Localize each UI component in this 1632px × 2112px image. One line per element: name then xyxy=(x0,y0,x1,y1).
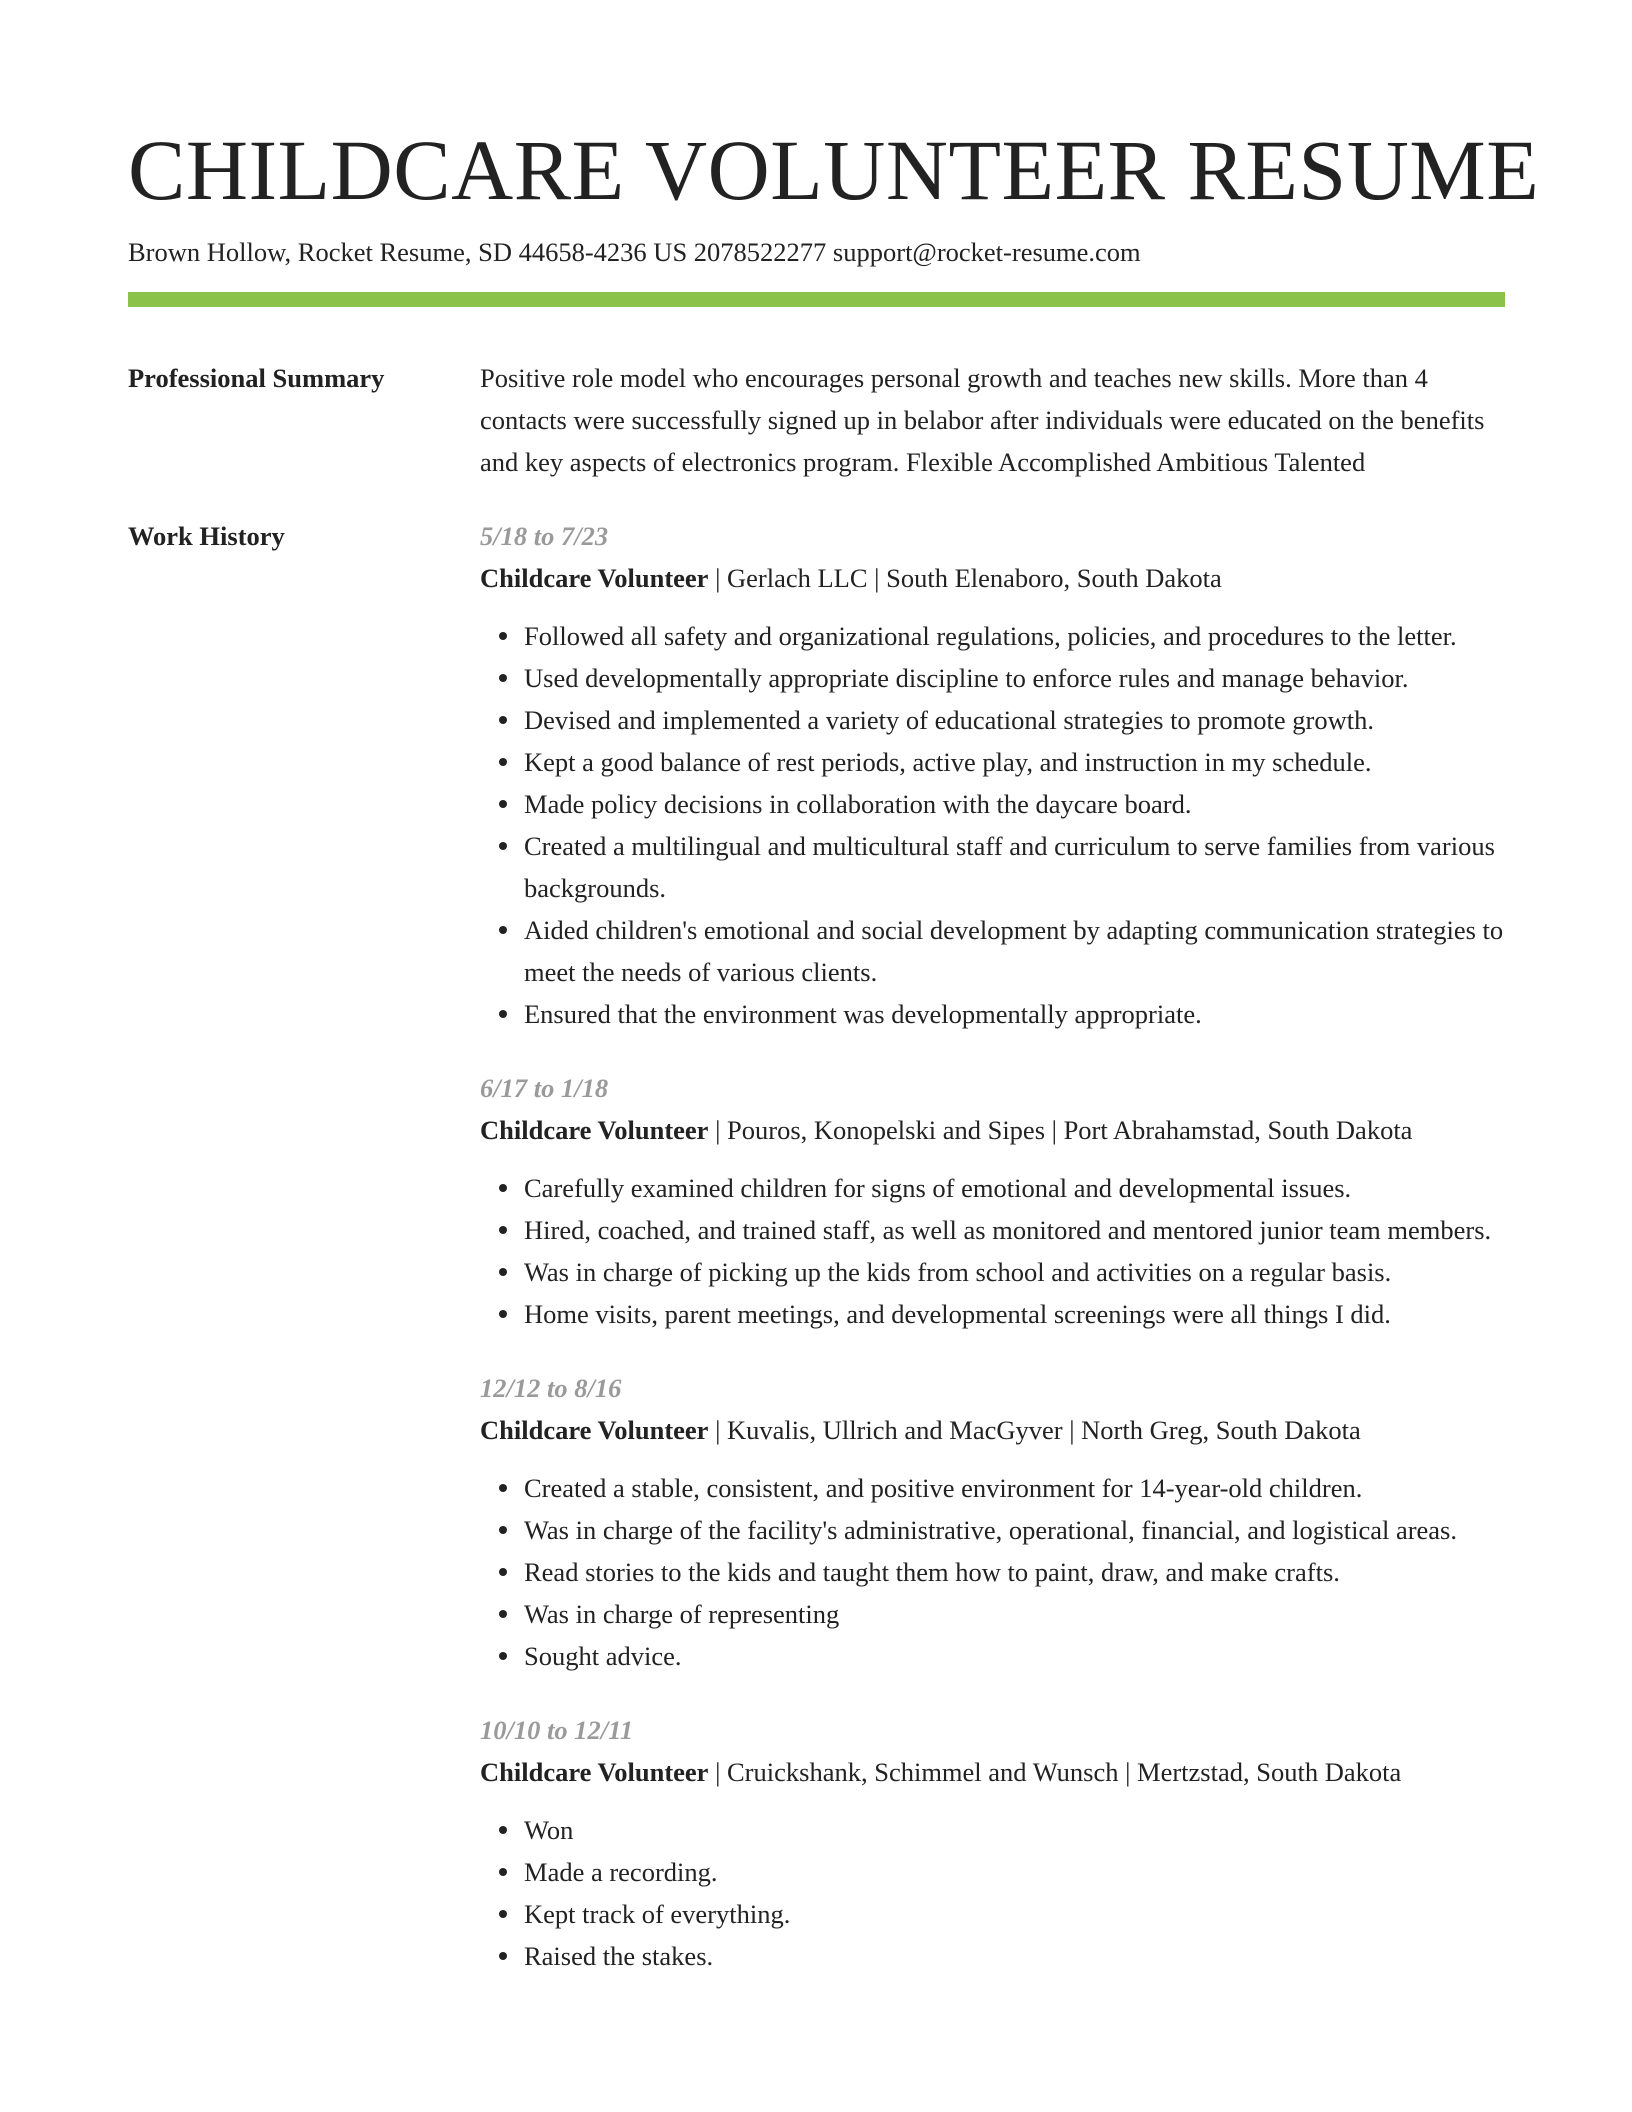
job-employer-location: | Gerlach LLC | South Elenaboro, South Dakota xyxy=(708,563,1222,593)
job-title: Childcare Volunteer xyxy=(480,1757,709,1787)
job-employer-location: | Cruickshank, Schimmel and Wunsch | Mertzstad, South Dakota xyxy=(708,1757,1402,1787)
job-bullet: Raised the stakes. xyxy=(524,1935,1505,1977)
job-bullet: Kept a good balance of rest periods, active play, and instruction in my schedule. xyxy=(524,741,1505,783)
job-heading xyxy=(480,1409,1505,1451)
contact-line: Brown Hollow, Rocket Resume, SD 44658-4236 US 2078522277 support@rocket-resume.com xyxy=(128,237,1141,267)
job-entry xyxy=(480,1367,1505,1677)
summary-text: Positive role model who encourages personal growth and teaches new skills. More than 4 contacts were successfully signed up in belabor after individuals were educated on the benefits and key aspects of electronics program. Flexible Accomplished Ambitious Talented xyxy=(480,363,1485,477)
job-bullet: Created a stable, consistent, and positive environment for 14-year-old children. xyxy=(524,1467,1505,1509)
job-bullet: Sought advice. xyxy=(524,1635,1505,1677)
job-bullet: Used developmentally appropriate discipline to enforce rules and manage behavior. xyxy=(524,657,1505,699)
resume-title: CHILDCARE VOLUNTEER RESUME xyxy=(128,122,1540,218)
job-bullet: Made policy decisions in collaboration with the daycare board. xyxy=(524,783,1505,825)
job-entry xyxy=(480,1709,1505,1977)
job-bullet-list xyxy=(480,1467,1505,1677)
job-bullet: Won xyxy=(524,1809,1505,1851)
job-heading xyxy=(480,1109,1505,1151)
job-bullet-list xyxy=(480,615,1505,1035)
work-history-list xyxy=(480,515,1505,1977)
job-bullet: Aided children's emotional and social development by adapting communication strategies to meet the needs of various clients. xyxy=(524,909,1505,993)
job-title: Childcare Volunteer xyxy=(480,563,709,593)
job-bullet: Followed all safety and organizational regulations, policies, and procedures to the letter. xyxy=(524,615,1505,657)
job-bullet: Kept track of everything. xyxy=(524,1893,1505,1935)
work-history-section xyxy=(128,515,1505,1977)
job-bullet: Was in charge of representing xyxy=(524,1593,1505,1635)
job-title: Childcare Volunteer xyxy=(480,1415,709,1445)
professional-summary-section xyxy=(128,357,1505,483)
job-bullet: Carefully examined children for signs of emotional and developmental issues. xyxy=(524,1167,1505,1209)
job-dates: 6/17 to 1/18 xyxy=(480,1073,609,1103)
job-bullet: Was in charge of the facility's administrative, operational, financial, and logistical areas. xyxy=(524,1509,1505,1551)
resume-page xyxy=(128,118,1540,1977)
job-heading xyxy=(480,1751,1505,1793)
job-bullet: Devised and implemented a variety of educational strategies to promote growth. xyxy=(524,699,1505,741)
job-bullet: Home visits, parent meetings, and developmental screenings were all things I did. xyxy=(524,1293,1505,1335)
job-dates: 5/18 to 7/23 xyxy=(480,521,609,551)
job-heading xyxy=(480,557,1505,599)
job-bullet: Hired, coached, and trained staff, as well as monitored and mentored junior team members. xyxy=(524,1209,1505,1251)
job-bullet-list xyxy=(480,1809,1505,1977)
job-employer-location: | Pouros, Konopelski and Sipes | Port Abrahamstad, South Dakota xyxy=(708,1115,1413,1145)
section-label-work-history: Work History xyxy=(128,521,285,551)
job-dates: 12/12 to 8/16 xyxy=(480,1373,622,1403)
accent-divider xyxy=(128,292,1505,307)
job-bullet: Ensured that the environment was developmentally appropriate. xyxy=(524,993,1505,1035)
job-bullet-list xyxy=(480,1167,1505,1335)
job-bullet: Was in charge of picking up the kids from school and activities on a regular basis. xyxy=(524,1251,1505,1293)
job-title: Childcare Volunteer xyxy=(480,1115,709,1145)
job-dates: 10/10 to 12/11 xyxy=(480,1715,634,1745)
job-bullet: Read stories to the kids and taught them how to paint, draw, and make crafts. xyxy=(524,1551,1505,1593)
job-employer-location: | Kuvalis, Ullrich and MacGyver | North Greg, South Dakota xyxy=(708,1415,1361,1445)
job-bullet: Created a multilingual and multicultural staff and curriculum to serve families from various backgrounds. xyxy=(524,825,1505,909)
job-entry xyxy=(480,515,1505,1035)
job-bullet: Made a recording. xyxy=(524,1851,1505,1893)
section-label-professional-summary: Professional Summary xyxy=(128,363,385,393)
job-entry xyxy=(480,1067,1505,1335)
